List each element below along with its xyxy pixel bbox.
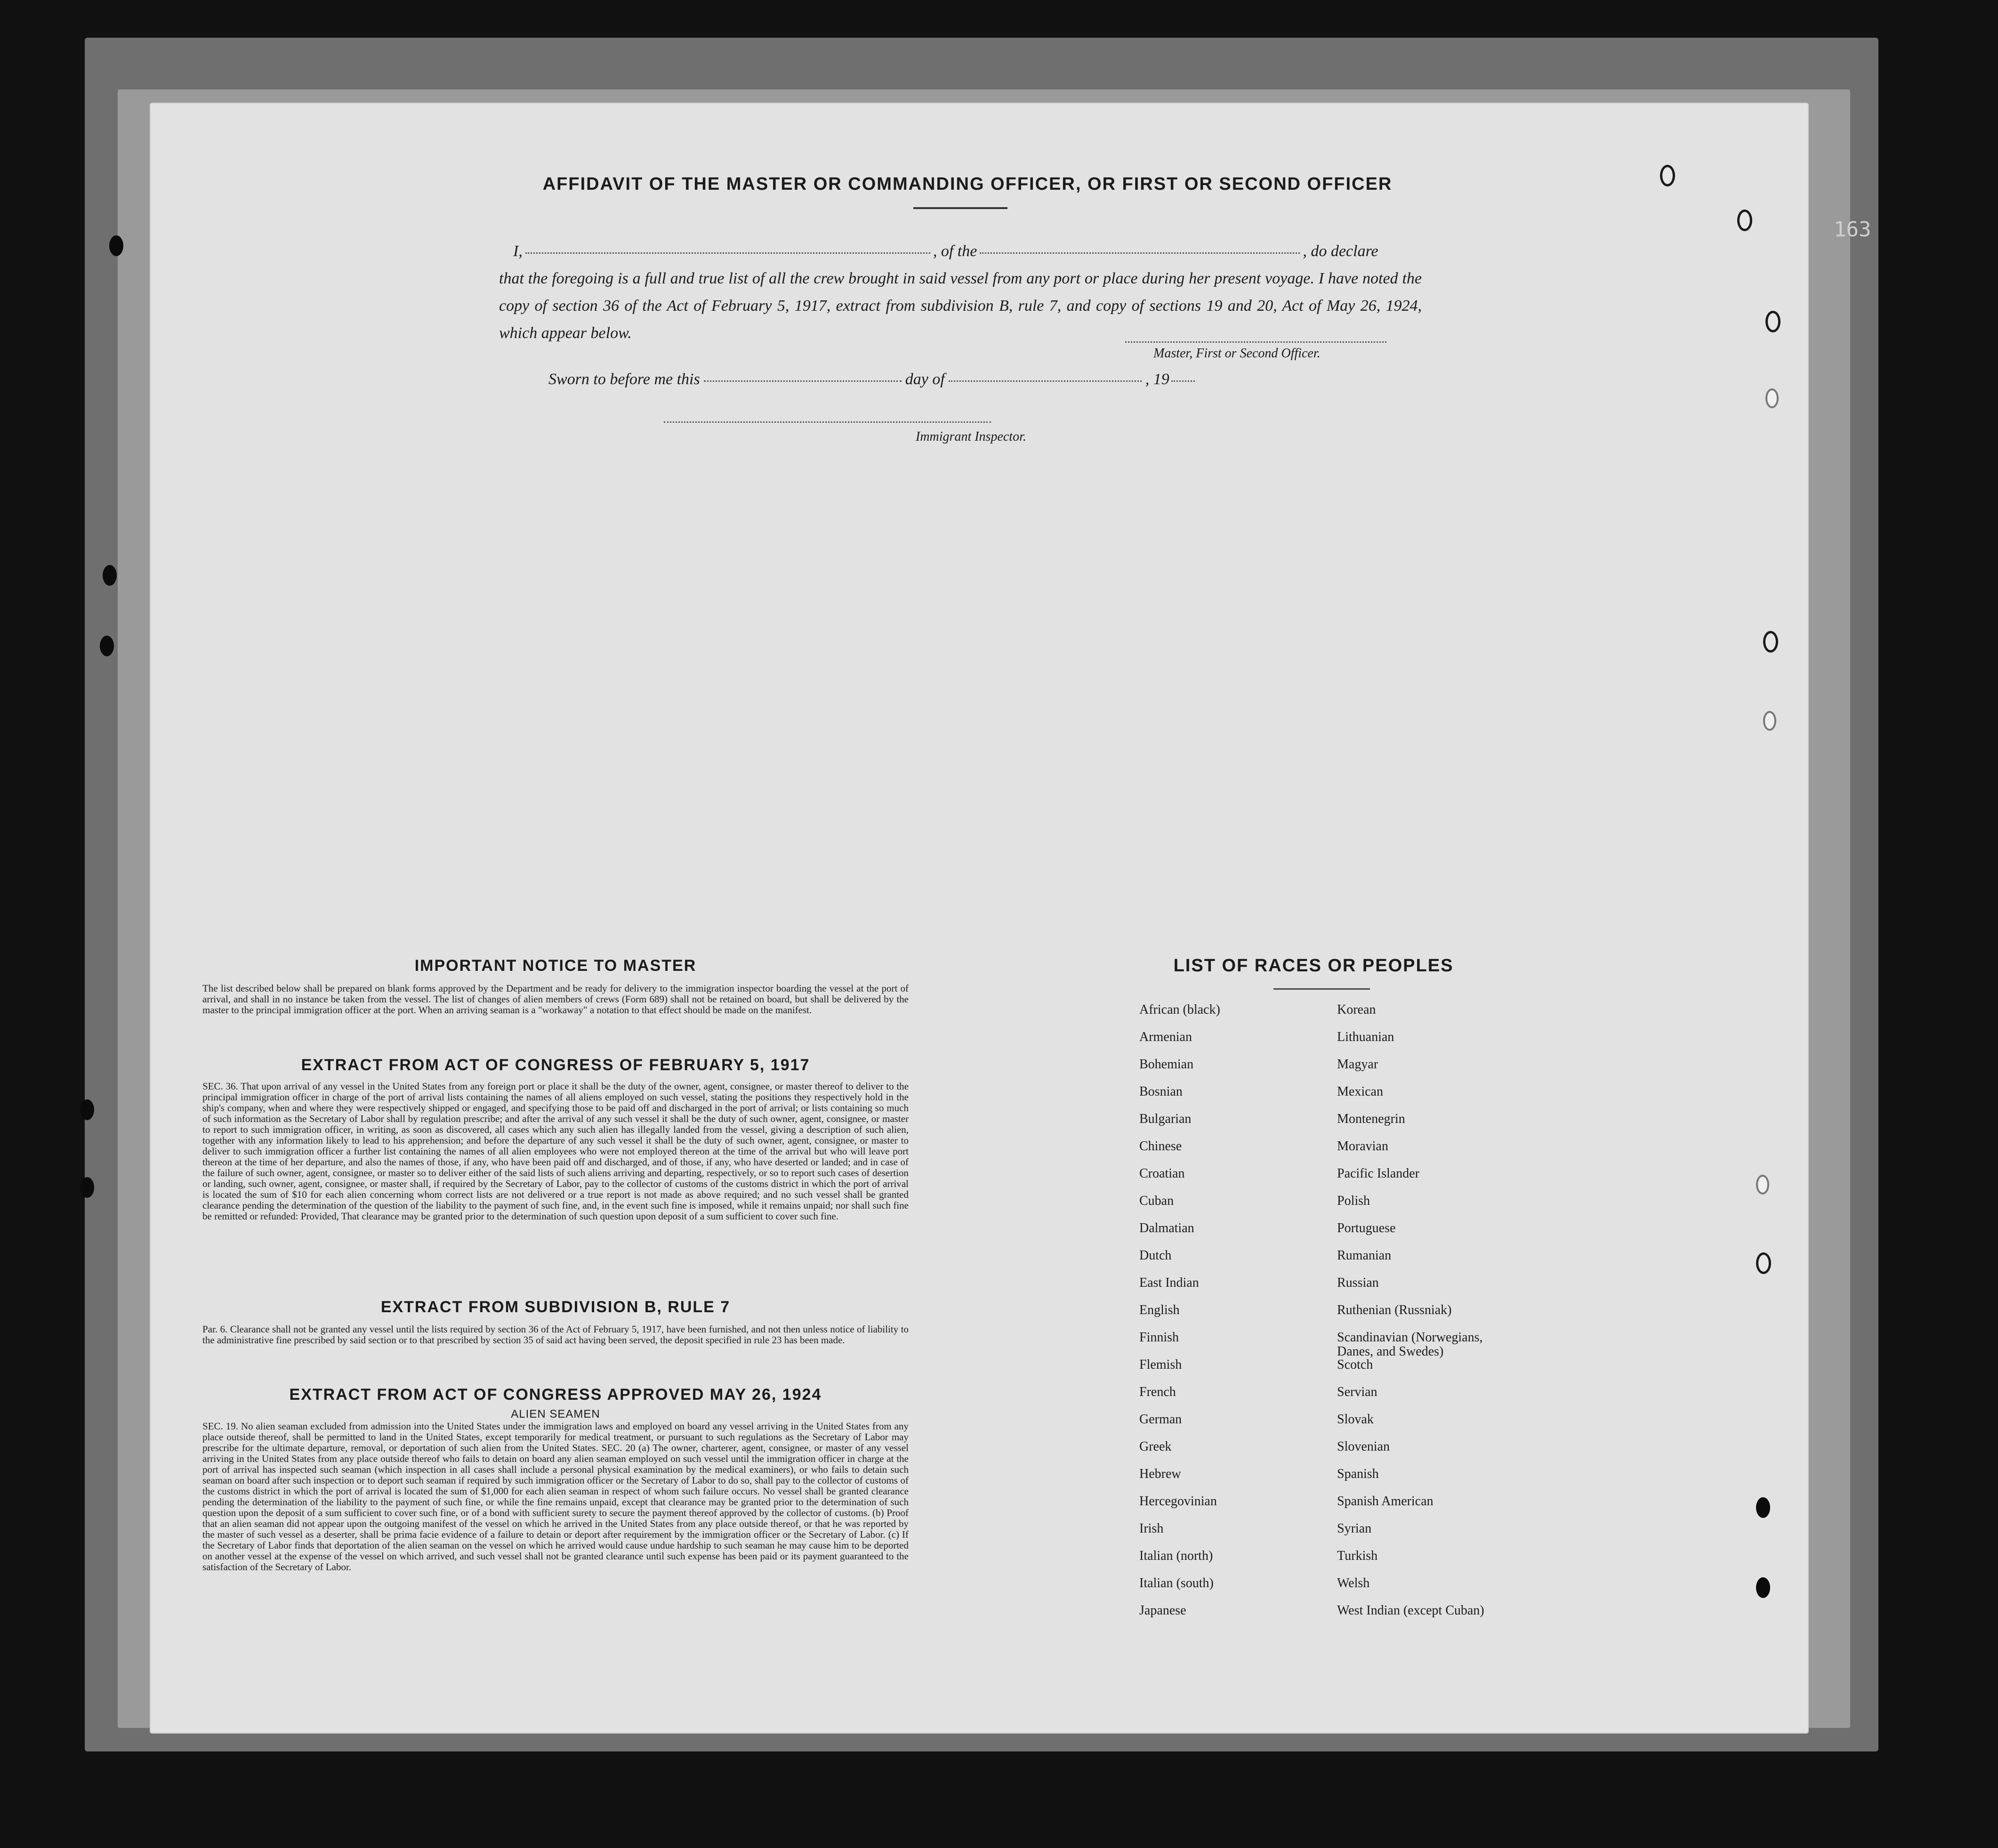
vessel-blank [980,250,1300,254]
month-blank [949,378,1142,382]
race-item: West Indian (except Cuban) [1337,1603,1484,1618]
extract-rule7-title: EXTRACT FROM SUBDIVISION B, RULE 7 [380,1298,731,1316]
race-item: Turkish [1337,1549,1378,1563]
race-item: Croatian [1139,1166,1185,1181]
punch-hole [1765,311,1780,332]
inspector-caption: Immigrant Inspector. [916,429,1026,444]
race-item: Hebrew [1139,1467,1181,1481]
race-item: Slovak [1337,1412,1374,1427]
race-item: Bulgarian [1139,1112,1192,1126]
race-item: Spanish [1337,1467,1379,1481]
extract-1924-subtitle: ALIEN SEAMEN [511,1408,600,1420]
page-number: 163 [1834,218,1871,242]
binder-hole [80,1099,94,1120]
race-item: English [1139,1303,1180,1317]
race-item: Ruthenian (Russniak) [1337,1303,1452,1317]
declaration-do-declare: , do declare [1303,242,1378,260]
extract-1924-body: SEC. 19. No alien seaman excluded from admission into the United States under the immigration laws and employed on board any vessel arriving in the United States from any place outside thereof, shall be permitted to land in the United States, except temporarily for medical treatment, or pursuant to such regulations as the Secretary of Labor may prescribe for the ultimate departure, removal, or deportation of such alien from the United States. SEC. 20 (a) The owner, charterer, agent, consignee, or master of any vessel arriving in the United States from any place outside thereof who fails to detain on board any alien seaman employed on such vessel until the immigration officer in charge at the port of arrival has inspected such seaman (which inspection in all cases shall include a personal physical examination by the medical examiners), or who fails to detain such seaman on board after such inspection or to deport such seaman if required by such immigration officer or the Secretary of Labor to do so, shall pay to the collector of customs of the customs district in which the port of arrival is located the sum of $1,000 for each alien seaman in respect of whom such failure occurs. No vessel shall be granted clearance pending the determination of the liability to the payment of such fine, or while the fine remains unpaid, except that clearance may be granted prior to the determination of such question upon the deposit of a sum sufficient to cover such fine, or of a bond with sufficient surety to secure the payment thereof approved by the collector of customs. (b) Proof that an alien seaman did not appear upon the outgoing manifest of the vessel on which he arrived in the United States from any place outside thereof, or that he was reported by the master of such vessel as a deserter, shall be prima facie evidence of a failure to detain or deport after requirement by the immigration officer or the Secretary of Labor. (c) If the Secretary of Labor finds that deportation of the alien seaman on the vessel on which he arrived would cause undue hardship to such seaman he may cause him to be deported on another vessel at the expense of the vessel on which arrived, and such vessel shall not be granted clearance until such expense has been paid or its payment guaranteed to the satisfaction of the Secretary of Labor. [202,1420,909,1573]
punch-hole [1763,631,1778,653]
race-item: African (black) [1139,1002,1220,1017]
punch-hole [1756,1497,1770,1518]
race-item: Pacific Islander [1337,1166,1419,1181]
binder-hole [109,235,123,256]
sworn-text: Sworn to before me this [548,371,700,388]
race-item: Italian (south) [1139,1576,1214,1590]
race-item: Rumanian [1337,1248,1392,1263]
day-blank [704,378,902,382]
declaration-body: that the foregoing is a full and true list of all the crew brought in said vessel from any port or place during her present voyage. I have noted the copy of section 36 of the Act of February 5, 1917, extract from subdivision B, rule 7, and copy of sections 19 and 20, Act of May 26, 1924, which appear below. [499,270,1422,342]
inspector-signature-line [664,421,991,423]
punch-hole [1660,165,1675,186]
races-column-right [1337,1003,1484,1631]
punch-hole [1765,388,1779,408]
race-item: Scandinavian (Norwegians, Danes, and Swedes) [1337,1330,1483,1359]
race-item: Irish [1139,1521,1164,1536]
binder-hole [103,565,117,586]
races-list [1139,1003,1563,1638]
race-item: Hercegovinian [1139,1494,1217,1509]
races-rule [1273,988,1370,990]
signature-line [1125,341,1386,343]
sworn-year: , 19 [1145,371,1169,388]
race-item: Servian [1337,1385,1378,1399]
race-item: Mexican [1337,1084,1383,1099]
race-item: Finnish [1139,1330,1179,1345]
race-item: Dalmatian [1139,1221,1194,1235]
race-item: Syrian [1337,1521,1372,1536]
races-column-left [1139,1003,1220,1631]
name-blank [525,250,930,254]
race-item: Montenegrin [1337,1112,1405,1126]
notice-body: The list described below shall be prepared on blank forms approved by the Department and be ready for delivery to the immigration inspector boarding the vessel at the port of arrival, and shall in no instance be taken from the vessel. The list of changes of alien members of crews (Form 689) shall not be retained on board, but shall be delivered by the master to the principal immigration officer at the port. When an arriving seaman is a "workaway" a notation to that effect should be made on the manifest. [202,983,909,1016]
races-title: LIST OF RACES OR PEOPLES [1173,956,1454,976]
declaration-i: I, [513,242,523,260]
race-item: Bosnian [1139,1084,1183,1099]
race-item: Flemish [1139,1357,1182,1372]
race-item: Dutch [1139,1248,1172,1263]
binder-hole [80,1177,94,1198]
race-item: Cuban [1139,1194,1174,1208]
race-item: Portuguese [1337,1221,1396,1235]
race-item: Korean [1337,1002,1376,1017]
signature-caption: Master, First or Second Officer. [1153,346,1321,361]
sworn-line [548,371,1195,388]
sworn-day-of: day of [905,371,945,388]
affidavit-declaration [499,238,1422,347]
punch-hole [1756,1577,1770,1598]
race-item: Scotch [1337,1357,1373,1372]
punch-hole [1756,1252,1771,1274]
race-item: East Indian [1139,1275,1199,1290]
binder-hole [100,636,114,656]
punch-hole [1763,711,1776,731]
race-item: Japanese [1139,1603,1186,1618]
race-item: Moravian [1337,1139,1388,1154]
affidavit-title: AFFIDAVIT OF THE MASTER OR COMMANDING OFFICER, OR FIRST OR SECOND OFFICER [542,174,1393,194]
race-item: Lithuanian [1337,1030,1394,1044]
race-item: Russian [1337,1275,1379,1290]
punch-hole [1756,1175,1769,1194]
title-rule [913,207,1007,209]
race-item: Slovenian [1337,1439,1390,1454]
extract-1917-body: SEC. 36. That upon arrival of any vessel in the United States from any foreign port or place it shall be the duty of the owner, agent, consignee, or master thereof to deliver to the principal immigration officer in charge of the port of arrival lists containing the names of all aliens employed on such vessel, stating the positions they respectively hold in the ship's company, when and where they were respectively shipped or engaged, and specifying those to be paid off and discharged in the port of arrival; or lists containing so much of such information as the Secretary of Labor shall by regulation prescribe; and after the arrival of any such vessel it shall be the duty of such owner, agent, consignee, or master to report to such immigration officer, in writing, as soon as discovered, all cases which any such alien has illegally landed from the vessel, giving a description of such alien, together with any information likely to lead to his apprehension; and before the departure of any such vessel it shall be the duty of such owner, agent, consignee, or master to deliver to such immigration officer a further list containing the names of all alien employees who were not employed thereon at the time of the arrival but who will leave port thereon at the time of her departure, and also the names of those, if any, who have been paid off and discharged, and of those, if any, who have deserted or landed; and in case of the failure of such owner, agent, consignee, or master so to deliver either of the said lists of such aliens arriving and departing, respectively, or so to report such cases of desertion or landing, such owner, agent, consignee, or master shall, if required by the Secretary of Labor, pay to the collector of customs of the customs district in which the port of arrival is located the sum of $10 for each alien concerning whom correct lists are not delivered or a true report is not made as above required; and no such vessel shall be granted clearance pending the determination of the question of the liability to the payment of such fine, and, in the event such fine is imposed, while it remains unpaid; nor shall such fine be remitted or refunded: Provided, That clearance may be granted prior to the determination of such question upon deposit of a sum sufficient to cover such fine. [202,1081,909,1222]
race-item: Armenian [1139,1030,1192,1044]
year-blank [1171,378,1195,382]
race-item: Polish [1337,1194,1370,1208]
notice-title: IMPORTANT NOTICE TO MASTER [414,957,697,975]
punch-hole [1737,210,1752,231]
declaration-first-line [499,238,1422,265]
declaration-of-the: , of the [933,242,977,260]
race-item: Magyar [1337,1057,1378,1072]
extract-rule7-body: Par. 6. Clearance shall not be granted any vessel until the lists required by section 36 of the Act of February 5, 1917, have been furnished, and not then unless notice of liability to the administrative fine prescribed by said section or to that prescribed by section 35 of said act having been served, the deposit specified in rule 23 has been made. [202,1323,909,1346]
race-item: Chinese [1139,1139,1182,1154]
extract-1917-title: EXTRACT FROM ACT OF CONGRESS OF FEBRUARY 5, 1917 [301,1056,810,1074]
race-item: Bohemian [1139,1057,1194,1072]
extract-1924-title: EXTRACT FROM ACT OF CONGRESS APPROVED MAY 26, 1924 [289,1386,822,1404]
race-item: French [1139,1385,1176,1399]
race-item: Welsh [1337,1576,1370,1590]
race-item: Greek [1139,1439,1172,1454]
race-item: Italian (north) [1139,1549,1213,1563]
race-item: German [1139,1412,1182,1427]
race-item: Spanish American [1337,1494,1434,1509]
